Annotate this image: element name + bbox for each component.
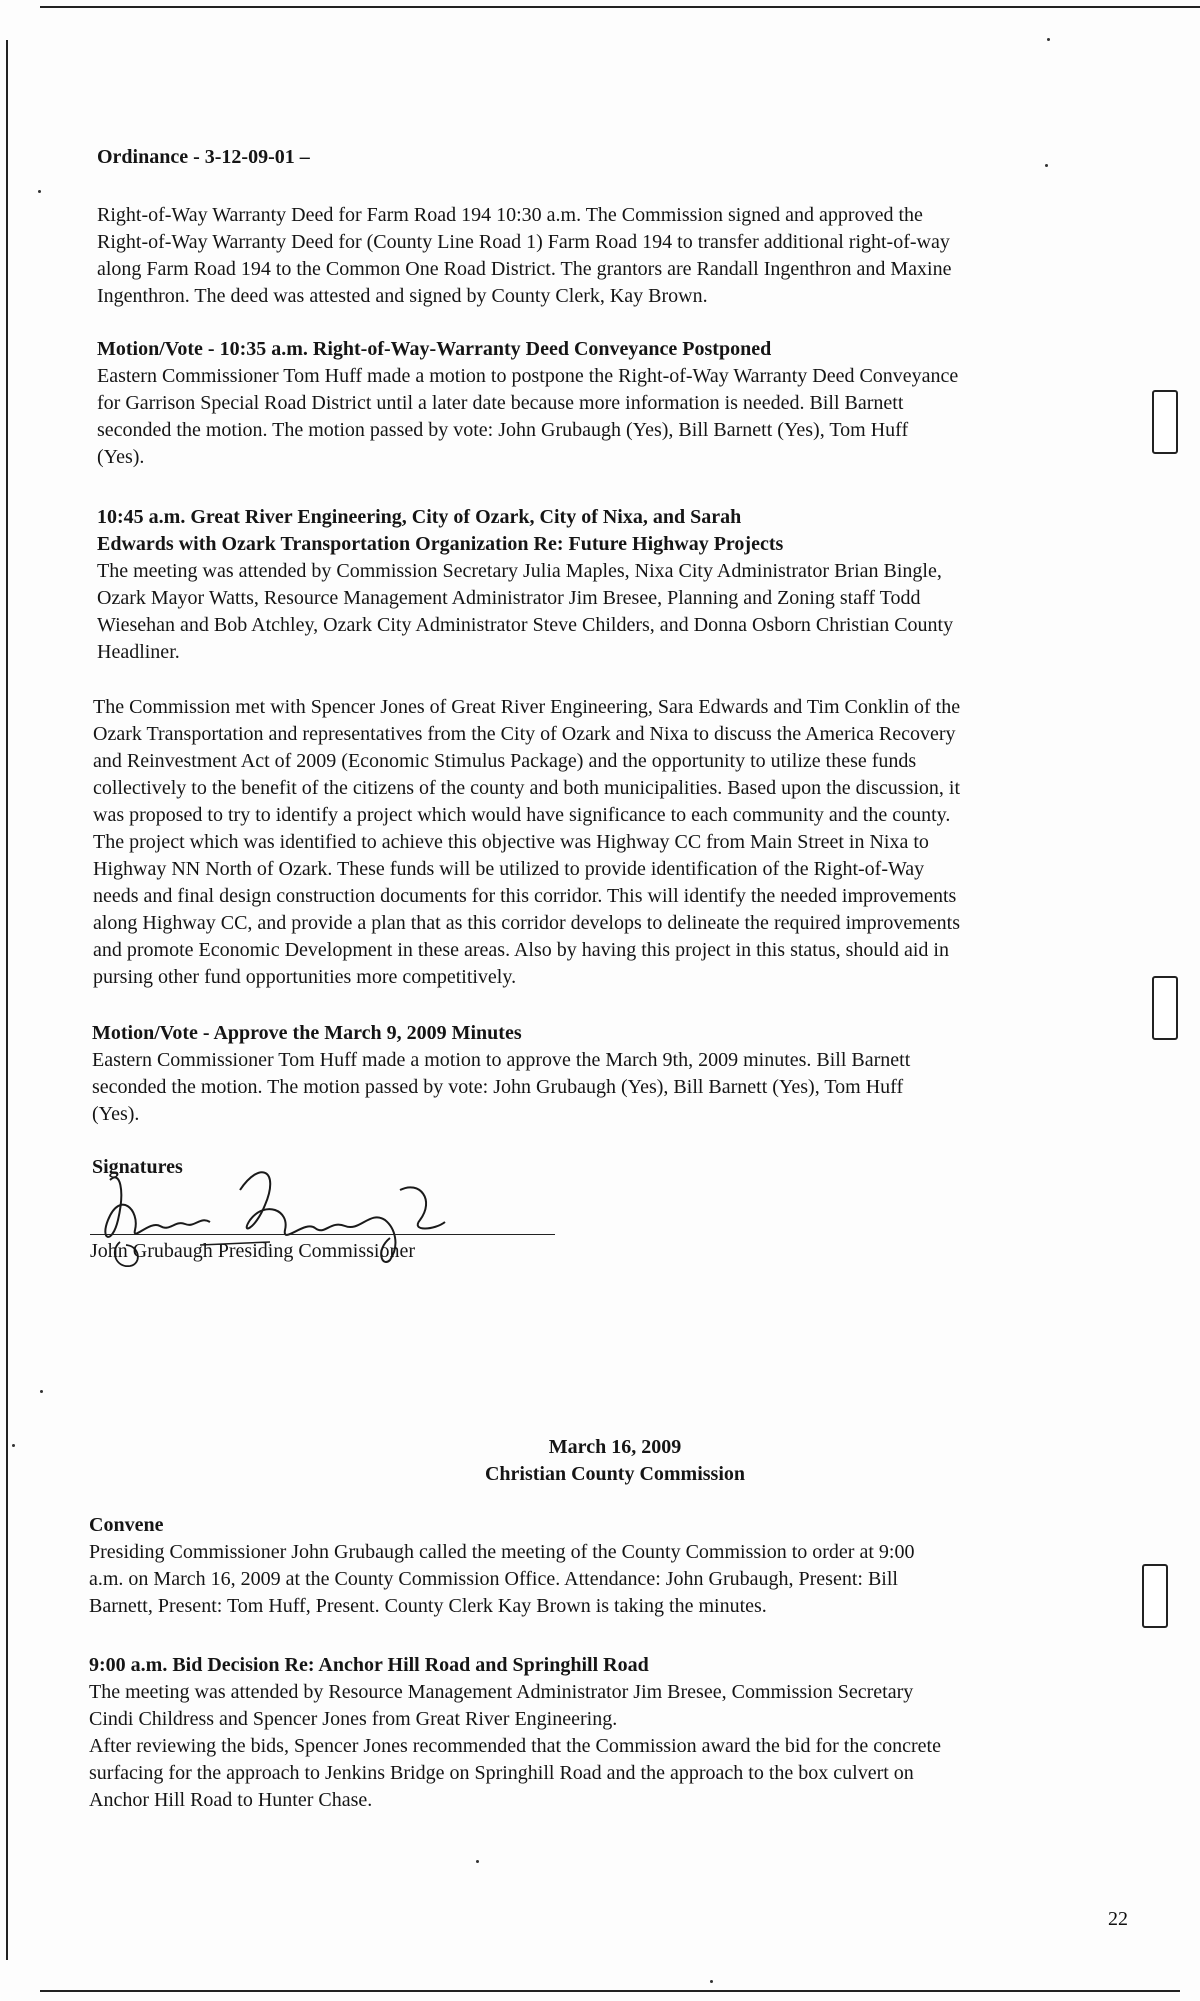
ordinance-line: Ingenthron. The deed was attested and signed by County Clerk, Kay Brown. <box>97 285 708 307</box>
scan-speck <box>12 1444 15 1447</box>
motion-postponed-line: Eastern Commissioner Tom Huff made a motion to postpone the Right-of-Way Warranty Deed Conveyance <box>97 365 959 387</box>
scan-border-left <box>6 40 8 1960</box>
scan-speck <box>40 1390 43 1393</box>
great-river-line: Ozark Mayor Watts, Resource Management Administrator Jim Bresee, Planning and Zoning staff Todd <box>97 587 921 609</box>
great-river-section <box>97 504 953 666</box>
ordinance-line: Right-of-Way Warranty Deed for Farm Road 194 10:30 a.m. The Commission signed and approved the <box>97 204 923 226</box>
motion-postponed-line: seconded the motion. The motion passed by vote: John Grubaugh (Yes), Bill Barnett (Yes), Tom Huff <box>97 419 909 441</box>
convene-heading: Convene <box>89 1514 164 1536</box>
motion-minutes-heading: Motion/Vote - Approve the March 9, 2009 Minutes <box>92 1022 522 1044</box>
scan-speck <box>710 1980 713 1983</box>
meeting-date: March 16, 2009 <box>548 1436 682 1458</box>
motion-postponed-heading: Motion/Vote - 10:35 a.m. Right-of-Way-Warranty Deed Conveyance Postponed <box>97 338 772 360</box>
discussion-line: Highway NN North of Ozark. These funds will be utilized to provide identification of the Right-of-Way <box>93 858 925 880</box>
bid-decision-line: After reviewing the bids, Spencer Jones recommended that the Commission award the bid for the concrete <box>89 1735 941 1757</box>
discussion-line: The Commission met with Spencer Jones of Great River Engineering, Sara Edwards and Tim Conklin of the <box>93 696 961 718</box>
discussion-line: Ozark Transportation and representatives from the City of Ozark and Nixa to discuss the America Recovery <box>93 723 956 745</box>
discussion-line: was proposed to try to identify a project which would have significance to each community and the county. <box>93 804 951 826</box>
scan-speck <box>1047 38 1050 41</box>
meeting-body: Christian County Commission <box>484 1463 746 1485</box>
discussion-line: and Reinvestment Act of 2009 (Economic Stimulus Package) and the opportunity to utilize these funds <box>93 750 917 772</box>
meeting-header <box>360 1434 870 1488</box>
motion-minutes-line: (Yes). <box>92 1103 140 1125</box>
great-river-line: Wiesehan and Bob Atchley, Ozark City Administrator Steve Childers, and Donna Osborn Christian County <box>97 614 954 636</box>
bid-decision-section <box>89 1652 941 1814</box>
great-river-line: The meeting was attended by Commission Secretary Julia Maples, Nixa City Administrator Brian Bingle, <box>97 560 942 582</box>
great-river-heading: Edwards with Ozark Transportation Organization Re: Future Highway Projects <box>97 533 784 555</box>
ordinance-paragraph <box>97 202 951 310</box>
bid-decision-line: Anchor Hill Road to Hunter Chase. <box>89 1789 373 1811</box>
scan-speck <box>38 190 41 193</box>
signature-area <box>90 1150 570 1270</box>
discussion-line: pursing other fund opportunities more competitively. <box>93 966 517 988</box>
motion-postponed-line: (Yes). <box>97 446 145 468</box>
discussion-line: collectively to the benefit of the citizens of the county and both municipalities. Based upon the discussion, it <box>93 777 961 799</box>
page-number: 22 <box>1108 1908 1128 1930</box>
binder-hole-mark <box>1142 1564 1168 1628</box>
ordinance-heading: Ordinance - 3-12-09-01 – <box>97 146 310 168</box>
discussion-line: along Highway CC, and provide a plan that as this corridor develops to delineate the required improvements <box>93 912 960 934</box>
great-river-heading: 10:45 a.m. Great River Engineering, City of Ozark, City of Nixa, and Sarah <box>97 506 742 528</box>
ordinance-line: along Farm Road 194 to the Common One Road District. The grantors are Randall Ingenthron and Maxine <box>97 258 952 280</box>
convene-line: a.m. on March 16, 2009 at the County Commission Office. Attendance: John Grubaugh, Present: Bill <box>89 1568 898 1590</box>
convene-line: Presiding Commissioner John Grubaugh called the meeting of the County Commission to order at 9:00 <box>89 1541 915 1563</box>
binder-hole-mark <box>1152 390 1178 454</box>
scan-border-bottom <box>40 1990 1180 1992</box>
motion-postponed-section <box>97 336 958 471</box>
binder-hole-mark <box>1152 976 1178 1040</box>
bid-decision-heading: 9:00 a.m. Bid Decision Re: Anchor Hill Road and Springhill Road <box>89 1654 649 1676</box>
signature-line <box>90 1234 555 1235</box>
motion-minutes-section <box>92 1020 910 1128</box>
ordinance-line: Right-of-Way Warranty Deed for (County Line Road 1) Farm Road 194 to transfer additional right-of-way <box>97 231 950 253</box>
scan-speck <box>1045 164 1048 167</box>
scan-speck <box>476 1860 479 1863</box>
convene-section <box>89 1512 914 1620</box>
discussion-line: needs and final design construction documents for this corridor. This will identify the needed improvements <box>93 885 957 907</box>
bid-decision-line: The meeting was attended by Resource Management Administrator Jim Bresee, Commission Secretary <box>89 1681 914 1703</box>
motion-postponed-line: for Garrison Special Road District until a later date because more information is needed. Bill Barnett <box>97 392 904 414</box>
great-river-discussion <box>93 694 960 991</box>
great-river-line: Headliner. <box>97 641 180 663</box>
bid-decision-line: surfacing for the approach to Jenkins Bridge on Springhill Road and the approach to the box culvert on <box>89 1762 914 1784</box>
bid-decision-line: Cindi Childress and Spencer Jones from Great River Engineering. <box>89 1708 618 1730</box>
discussion-line: and promote Economic Development in these areas. Also by having this project in this status, should aid in <box>93 939 949 961</box>
ordinance-heading-block <box>97 144 310 171</box>
motion-minutes-line: Eastern Commissioner Tom Huff made a motion to approve the March 9th, 2009 minutes. Bill Barnett <box>92 1049 911 1071</box>
discussion-line: The project which was identified to achieve this objective was Highway CC from Main Street in Nixa to <box>93 831 929 853</box>
convene-line: Barnett, Present: Tom Huff, Present. County Clerk Kay Brown is taking the minutes. <box>89 1595 767 1617</box>
signatures-heading: Signatures <box>92 1156 183 1178</box>
motion-minutes-line: seconded the motion. The motion passed by vote: John Grubaugh (Yes), Bill Barnett (Yes), Tom Huff <box>92 1076 904 1098</box>
signer-caption: John Grubaugh Presiding Commissioner <box>90 1240 415 1262</box>
scan-border-top <box>40 6 1200 8</box>
